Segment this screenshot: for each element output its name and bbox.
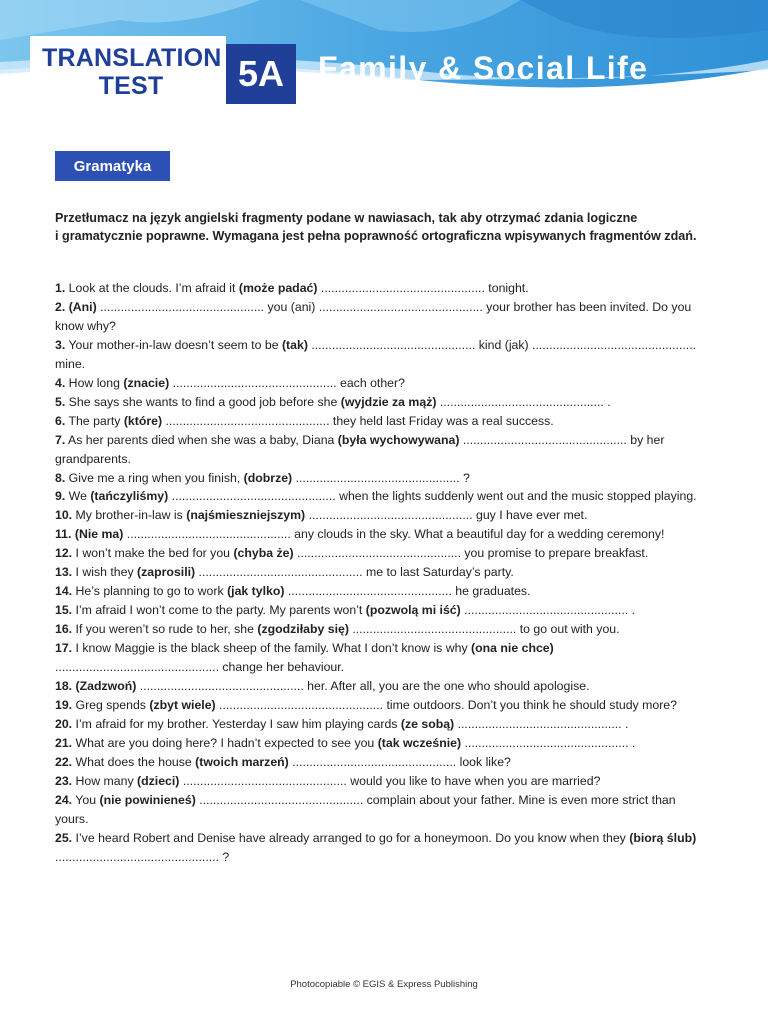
exercise-number: 23. [55,773,73,788]
exercise-item [55,772,705,791]
exercise-text-after: ................................................ tonight. [317,281,529,295]
exercise-text: Look at the clouds. I’m afraid it [65,281,239,295]
exercise-number: 22. [55,754,73,769]
footer-copyright: Photocopiable © EGIS & Express Publishing [290,979,478,990]
exercise-hint: (tak wcześnie) [377,735,462,750]
exercise-text-after: ................................................ you (ani) ................................................ your brother has been invited. Do you know why? [55,299,692,333]
exercise-text-after: ................................................ guy I have ever met. [305,508,588,523]
exercise-text-after: ................................................ . [436,394,611,409]
exercise-text-after: ................................................ to go out with you. [348,622,620,637]
exercise-text-after: ................................................ me to last Saturday’s party. [195,565,514,580]
exercise-text: Give me a ring when you finish, [65,470,244,485]
exercise-hint: (Zadzwoń) [75,679,137,694]
exercise-hint: (znacie) [123,375,170,390]
exercise-hint: (ze sobą) [400,716,455,731]
exercise-text-after: ................................................ any clouds in the sky. What a beautiful day for a wedding ceremony! [123,527,665,542]
exercise-item [55,506,705,525]
exercise-text-after: ................................................ when the lights suddenly went out and the music stopped playing. [168,489,697,504]
exercise-hint: (zgodziłaby się) [257,622,349,637]
exercise-text: I’m afraid I won’t come to the party. My parents won’t [72,603,366,618]
exercise-text: We [65,489,91,504]
exercise-number: 25. [55,830,73,845]
exercise-item [55,469,705,488]
exercise-hint: (chyba że) [233,546,294,561]
exercise-number: 15. [55,603,73,618]
exercise-text: What does the house [72,754,196,769]
exercise-item [55,431,705,469]
exercise-item [55,412,705,431]
exercise-number: 24. [55,792,73,807]
exercise-item [55,791,705,829]
instructions-line2: i gramatycznie poprawne. Wymagana jest pełna poprawność ortograficzna wpisywanych fragmentów zdań. [55,229,697,243]
exercise-number: 7. [55,432,66,447]
exercise-hint: (ona nie chce) [471,641,554,656]
exercise-text-after: ................................................ would you like to have when you are married? [179,773,601,788]
exercise-text: Greg spends [72,697,150,712]
exercise-list [55,279,705,867]
exercise-text: As her parents died when she was a baby, Diana [65,432,338,447]
exercise-text: I know Maggie is the black sheep of the family. What I don’t know is why [72,641,472,656]
exercise-hint: (jak tylko) [227,584,285,599]
exercise-text: Your mother-in-law doesn’t seem to be [65,337,282,352]
exercise-item [55,639,705,677]
exercise-item [55,829,705,867]
exercise-item [55,279,705,298]
exercise-text-after: ................................................ look like? [288,754,511,769]
exercise-text-after: ................................................ you promise to prepare breakfast. [293,546,649,561]
exercise-text-after: ................................................ ? [292,470,470,485]
exercise-text-after: ................................................ . [461,735,636,750]
exercise-text: I won’t make the bed for you [72,546,234,561]
instructions [55,209,725,245]
exercise-text-after: ................................................ . [454,716,629,731]
exercise-hint: (może padać) [238,281,318,295]
exercise-text: She says she wants to find a good job before she [65,394,341,409]
exercise-text-after: ................................................ her. After all, you are the one who should apologise. [136,679,590,694]
exercise-hint: (pozwolą mi iść) [365,603,461,618]
exercise-text-after: ................................................ by her grandparents. [55,432,665,466]
exercise-number: 12. [55,546,73,561]
exercise-text-after: ................................................ he graduates. [284,584,531,599]
exercise-text-after: ................................................ change her behaviour. [55,660,345,675]
exercise-hint: (dzieci) [137,773,180,788]
exercise-number: 21. [55,735,73,750]
exercise-number: 17. [55,641,73,656]
page-title: Family & Social Life [318,50,649,86]
exercise-text-after: ................................................ they held last Friday was a real success. [162,413,554,428]
exercise-hint: (zaprosili) [137,565,196,580]
exercise-hint: (była wychowywana) [337,432,460,447]
exercise-hint: (najśmieszniejszym) [186,508,306,523]
exercise-text: You [72,792,100,807]
exercise-item [55,753,705,772]
exercise-hint: (tańczyliśmy) [90,489,169,504]
exercise-hint: (nie powinieneś) [99,792,196,807]
exercise-hint: (zbyt wiele) [149,697,216,712]
exercise-text: How many [72,773,138,788]
exercise-text-after: ................................................ ? [55,849,230,864]
exercise-number: 16. [55,622,73,637]
exercise-item [55,582,705,601]
exercise-item [55,696,705,715]
exercise-item [55,393,705,412]
exercise-text: I’m afraid for my brother. Yesterday I saw him playing cards [72,716,401,731]
exercise-text: What are you doing here? I hadn’t expected to see you [72,735,378,750]
exercise-text: How long [65,375,124,390]
exercise-number: 8. [55,470,66,485]
exercise-text-after: ................................................ each other? [169,375,405,390]
exercise-number: 4. [55,375,66,390]
exercise-text: He’s planning to go to work [72,584,228,599]
exercise-hint: (twoich marzeń) [195,754,289,769]
exercise-number: 11. [55,527,72,542]
test-label-line1: TRANSLATION [42,44,222,72]
exercise-hint: (dobrze) [243,470,293,485]
exercise-number: 9. [55,489,66,504]
exercise-text: I wish they [72,565,138,580]
exercise-item [55,544,705,563]
exercise-number: 19. [55,697,73,712]
exercise-text: I’ve heard Robert and Denise have already arranged to go for a honeymoon. Do you know when they [72,830,630,845]
exercise-number: 2. [55,299,66,314]
exercise-item [55,601,705,620]
exercise-text: My brother-in-law is [72,508,187,523]
test-label-line2: TEST [98,72,164,100]
unit-badge: 5A [226,44,296,104]
exercise-number: 5. [55,394,66,409]
exercise-hint: (które) [123,413,163,428]
exercise-number: 20. [55,716,73,731]
exercise-item [55,715,705,734]
exercise-number: 18. [55,679,73,694]
exercise-hint: (Ani) [68,299,97,314]
exercise-text: If you weren’t so rude to her, she [72,622,258,637]
section-label: Gramatyka [55,151,170,181]
exercise-item [55,563,705,582]
exercise-item [55,487,705,506]
exercise-hint: (tak) [281,337,308,352]
exercise-hint: (wyjdzie za mąż) [340,394,437,409]
exercise-item [55,298,705,336]
header-banner [0,0,768,112]
exercise-text: The party [65,413,124,428]
exercise-text-after: ................................................ complain about your father. Mine is even more strict than yours. [55,792,676,826]
exercise-item [55,525,705,544]
exercise-item [55,374,705,393]
exercise-number: 14. [55,584,73,599]
exercise-number: 6. [55,413,66,428]
exercise-number: 1. [55,281,66,295]
exercise-number: 13. [55,565,73,580]
exercise-number: 3. [55,337,66,352]
exercise-text-after: ................................................ kind (jak) ................................................ mine. [55,337,697,371]
exercise-item [55,336,705,374]
instructions-line1: Przetłumacz na język angielski fragmenty podane w nawiasach, tak aby otrzymać zdania logiczne [55,211,638,225]
exercise-item [55,620,705,639]
exercise-number: 10. [55,508,73,523]
test-label [42,44,220,100]
exercise-item [55,734,705,753]
exercise-hint: (Nie ma) [74,527,124,542]
exercise-hint: (biorą ślub) [629,830,697,845]
exercise-text-after: ................................................ time outdoors. Don’t you think he should study more? [215,697,677,712]
exercise-item [55,677,705,696]
exercise-text-after: ................................................ . [460,603,635,618]
